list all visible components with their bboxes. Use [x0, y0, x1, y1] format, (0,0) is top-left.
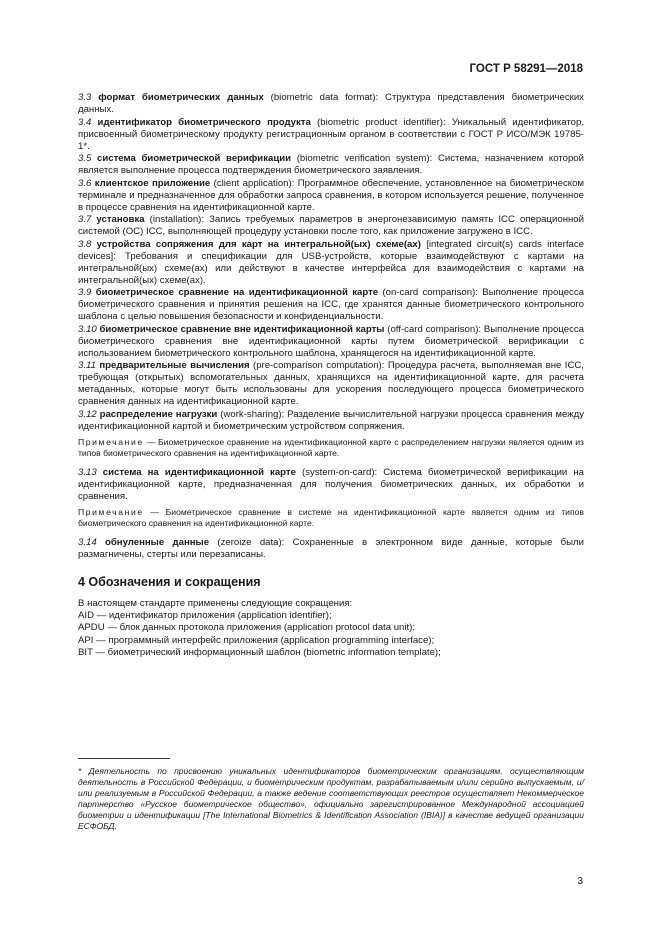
term-number: 3.9: [78, 287, 92, 298]
abbreviation-list: [78, 610, 584, 660]
term-entry: [78, 287, 584, 323]
term-entry: [78, 239, 584, 287]
term-name: клиентское приложение: [94, 177, 211, 189]
term-number: 3.10: [78, 323, 97, 335]
term-name: система на идентификационной карте: [102, 466, 296, 478]
term-name: идентификатор биометрического продукта: [97, 116, 311, 128]
term-entry: [78, 324, 584, 360]
term-definition: (zeroize data): Сохраненные в электронном виде данные, которые были размагничены, стерты или перезаписаны.: [78, 536, 585, 560]
page-number: 3: [577, 876, 583, 887]
abbreviation-item: BIT — биометрический информационный шаблон (biometric information template);: [78, 647, 441, 659]
term-definition: (client application): Программное обеспечение, установленное на биометрическом терминале и предназначенное для обработки запроса сравнения, в котором используется решение, полученное в процессе сравнения на идентификационной карте.: [78, 177, 585, 213]
footnote: * Деятельность по присвоению уникальных идентификаторов биометрическим организациям, осуществляющим деятельность в Российской Федерации, и биометрическим продуктам, разрабатываемым и/или серийно выпускаемым, и/или реализуемым в Российской Федерации, а также ведение соответствующих реестров осуществляет Некоммерческое партнерство «Русское биометрическое общество», официально зарегистрированное Международной ассоциацией биометрии и идентификации [The International Biometrics & Identification Association (IBIA)] в качестве ведущей организации ЕСФОБД.: [78, 766, 584, 831]
note-1: [78, 437, 584, 459]
term-number: 3.8: [78, 238, 92, 250]
terms-list: [78, 92, 584, 433]
note-text: — Биометрическое сравнение в системе на идентификационной карте является одним из типов биометрического сравнения на идентификационной карте.: [78, 506, 584, 528]
term-name: формат биометрических данных: [98, 92, 264, 103]
term-number: 3.11: [78, 360, 96, 371]
terms-list-3: [78, 537, 584, 561]
term-definition: (biometric product identifier): Уникальный идентификатор, присвоенный биометрическому продукту регистрационным органом в соответствии с ГОСТ Р ИСО/МЭК 19785-1*.: [78, 116, 585, 152]
term-number: 3.7: [78, 214, 92, 225]
term-name: биометрическое сравнение на идентификационной карте: [95, 287, 379, 298]
note-label: Примечание: [78, 506, 144, 517]
term-name: система биометрической верификации: [97, 153, 292, 164]
note-text: — Биометрическое сравнение на идентификационной карте с распределением нагрузки является одним из типов биометрического сравнения на идентификационной карте.: [78, 436, 584, 458]
document-id: ГОСТ Р 58291—2018: [469, 63, 583, 75]
term-entry: [78, 214, 584, 238]
term-name: устройства сопряжения для карт на интегральной(ых) схеме(ах): [96, 238, 421, 250]
term-number: 3.4: [78, 116, 92, 128]
abbreviation-item: AID — идентификатор приложения (application identifier);: [78, 609, 332, 621]
term-name: предварительные вычисления: [99, 360, 250, 371]
section-title: 4 Обозначения и сокращения: [78, 574, 261, 589]
term-number: 3.3: [78, 92, 92, 103]
term-definition: [integrated circuit(s) cards interface devices]: Требования и спецификации для USB-устройств, которые взаимодействуют с картами на интегральной(ых) схеме(ах) или действуют в качестве интерфейса для взаимодействия с картами на интегральной(ых) схеме(ах).: [78, 238, 584, 286]
term-definition: (biometric verification system): Система, назначением которой является выполнение процесса подтверждения биометрического заявления.: [78, 153, 584, 176]
term-entry: [78, 409, 584, 433]
abbreviation-item: APDU — блок данных протокола приложения (application protocol data unit);: [78, 622, 416, 634]
term-number: 3.5: [78, 153, 92, 164]
term-definition: (pre-comparison computation): Процедура расчета, выполняемая вне ICC, требующая (открытых) вспомогательных данных, хранящихся на идентификационной карте, для расчета метаданных, которые могут быть использованы для ускорения последующего процесса биометрического сравнения данных на идентификационной карте.: [78, 360, 584, 407]
term-entry: [78, 360, 584, 408]
term-definition: (work-sharing): Разделение вычислительной нагрузки процесса сравнения между идентификационной картой и биометрическим устройством сопряжения.: [78, 408, 585, 432]
term-entry: [78, 178, 584, 214]
term-entry: [78, 117, 584, 153]
main-content: [78, 92, 584, 660]
term-definition: (installation): Запись требуемых параметров в энергонезависимую память ICC операционной системой (ОС) ICC, выполняющей процедуру установки после того, как приложение загружено в ICC.: [78, 214, 584, 237]
term-entry: [78, 537, 584, 561]
term-entry: [78, 467, 584, 503]
term-name: распределение нагрузки: [99, 408, 218, 420]
note-label: Примечание: [78, 436, 144, 447]
footnote-rule: [78, 758, 170, 759]
term-number: 3.12: [78, 408, 97, 420]
term-entry: [78, 153, 584, 177]
term-definition: (biometric data format): Структура представления биометрических данных.: [78, 92, 584, 115]
term-definition: (on-card comparison): Выполнение процесса биометрического сравнения и принятия решения на ICC, где хранятся данные биометрического контрольного шаблона с целью повышения безопасности и конфиденциальности.: [78, 287, 584, 322]
term-definition: (system-on-card): Система биометрической верификации на идентификационной карте, предназначенная для получения биометрических данных, их обработки и сравнения.: [78, 466, 584, 502]
terms-list-2: [78, 467, 584, 503]
term-number: 3.13: [78, 466, 97, 478]
term-name: обнуленные данные: [105, 536, 210, 548]
term-definition: (off-card comparison): Выполнение процесса биометрического сравнения вне идентификационной карты путем биометрической верификации с использованием биометрического контрольного шаблона, хранящегося на идентификационной карте.: [78, 323, 584, 359]
term-number: 3.14: [78, 536, 97, 548]
term-number: 3.6: [78, 177, 92, 189]
abbreviation-item: API — программный интерфейс приложения (application programming interface);: [78, 634, 435, 646]
section-intro: В настоящем стандарте применены следующие сокращения:: [78, 597, 353, 609]
term-name: биометрическое сравнение вне идентификационной карты: [99, 323, 385, 335]
note-2: [78, 507, 584, 529]
term-name: установка: [96, 214, 145, 225]
term-entry: [78, 92, 584, 116]
